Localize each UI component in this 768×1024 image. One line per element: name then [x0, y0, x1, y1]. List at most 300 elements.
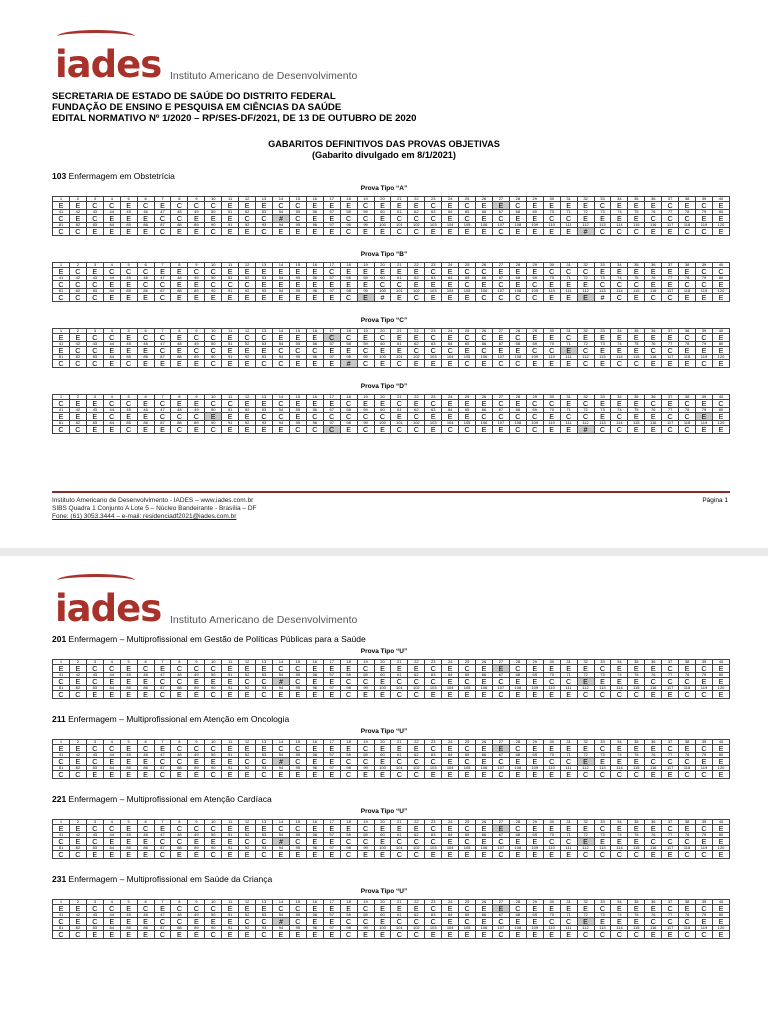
question-number: 38 [679, 900, 696, 905]
answer-cell: C [509, 360, 526, 368]
question-number: 118 [679, 355, 696, 360]
answer-cell: E [340, 825, 357, 833]
answer-cell: C [492, 838, 509, 846]
question-number: 57 [323, 276, 340, 281]
question-number: 74 [611, 753, 628, 758]
question-number: 35 [628, 197, 645, 202]
answer-cell: E [205, 678, 222, 686]
question-number: 19 [357, 197, 374, 202]
answer-cell: E [459, 851, 476, 859]
answer-cell: C [357, 426, 374, 434]
question-number: 108 [509, 766, 526, 771]
question-number: 10 [205, 660, 222, 665]
answer-cell: E [509, 215, 526, 223]
question-number: 120 [712, 355, 729, 360]
question-number: 91 [222, 926, 239, 931]
answer-cell: C [509, 334, 526, 342]
question-number: 19 [357, 263, 374, 268]
question-number: 32 [577, 395, 594, 400]
answer-cell: E [374, 851, 391, 859]
answer-cell: C [645, 294, 662, 302]
question-number: 82 [69, 926, 86, 931]
question-number: 71 [560, 210, 577, 215]
answer-cell: E [154, 202, 171, 210]
question-number: 101 [391, 223, 408, 228]
answer-cell: E [560, 691, 577, 699]
footer-divider [52, 491, 730, 493]
question-number: 107 [492, 926, 509, 931]
answer-cell: C [69, 360, 86, 368]
header-line-1: SECRETARIA DE ESTADO DE SAÚDE DO DISTRITO FEDERAL [52, 91, 336, 102]
answer-cell: C [340, 294, 357, 302]
question-number: 75 [628, 408, 645, 413]
question-number: 27 [492, 197, 509, 202]
question-number: 116 [645, 926, 662, 931]
question-number: 24 [442, 740, 459, 745]
answer-cell: E [103, 838, 120, 846]
answer-cell: E [323, 851, 340, 859]
question-number: 87 [154, 926, 171, 931]
answer-cell: E [53, 334, 70, 342]
answer-cell: C [492, 691, 509, 699]
test-type-label: Prova Tipo “C” [360, 317, 408, 324]
question-number: 74 [611, 833, 628, 838]
answer-cell: C [289, 905, 306, 913]
question-number: 75 [628, 210, 645, 215]
answer-cell: C [391, 360, 408, 368]
question-number: 92 [239, 355, 256, 360]
answer-cell: E [120, 665, 137, 673]
answer-cell: E [442, 665, 459, 673]
answer-cell: E [442, 413, 459, 421]
question-number: 39 [696, 660, 713, 665]
question-number: 9 [188, 329, 205, 334]
answer-cell: E [120, 228, 137, 236]
question-number: 14 [272, 197, 289, 202]
answer-cell: C [594, 281, 611, 289]
answer-cell: E [289, 931, 306, 939]
answer-cell: C [662, 918, 679, 926]
question-number: 18 [340, 740, 357, 745]
answer-cell: E [526, 758, 543, 766]
answer-cell: E [154, 360, 171, 368]
answer-cell: E [492, 347, 509, 355]
question-number: 76 [645, 913, 662, 918]
question-number: 73 [594, 276, 611, 281]
answer-cell: E [357, 228, 374, 236]
question-number: 34 [611, 197, 628, 202]
answer-cell: E [306, 758, 323, 766]
answer-cell: E [577, 281, 594, 289]
question-number: 39 [696, 900, 713, 905]
question-number: 101 [391, 355, 408, 360]
question-number: 64 [442, 753, 459, 758]
question-number: 33 [594, 395, 611, 400]
answer-cell: E [628, 678, 645, 686]
question-number: 87 [154, 289, 171, 294]
question-number: 92 [239, 421, 256, 426]
answer-cell: C [53, 426, 70, 434]
answer-cell: E [289, 400, 306, 408]
answer-cell: C [171, 426, 188, 434]
answer-cell: E [256, 745, 273, 753]
answer-cell: E [340, 202, 357, 210]
answer-cell: C [205, 400, 222, 408]
answer-cell: E [611, 400, 628, 408]
question-number: 61 [391, 753, 408, 758]
question-number: 22 [408, 740, 425, 745]
question-number: 79 [696, 833, 713, 838]
answer-cell: E [239, 665, 256, 673]
answer-cell: C [526, 413, 543, 421]
answer-cell: E [543, 931, 560, 939]
answer-cell: E [69, 838, 86, 846]
answer-cell: E [425, 851, 442, 859]
answer-cell: E [560, 360, 577, 368]
answer-cell: E [543, 202, 560, 210]
answer-cell: E [154, 905, 171, 913]
answer-cell: E [171, 360, 188, 368]
question-number: 105 [459, 355, 476, 360]
answer-cell: C [103, 400, 120, 408]
question-number: 11 [222, 660, 239, 665]
question-number: 99 [357, 355, 374, 360]
answer-cell: C [256, 771, 273, 779]
question-number: 31 [560, 197, 577, 202]
answer-cell: C [188, 347, 205, 355]
answer-cell: C [86, 745, 103, 753]
answer-cell: E [712, 215, 729, 223]
answer-cell: C [662, 413, 679, 421]
question-number: 29 [526, 900, 543, 905]
question-number: 77 [662, 342, 679, 347]
question-number: 41 [53, 276, 70, 281]
answer-cell: C [408, 413, 425, 421]
answer-cell: E [476, 691, 493, 699]
answer-cell: C [205, 665, 222, 673]
answer-cell: E [628, 334, 645, 342]
answer-cell: E [222, 838, 239, 846]
question-number: 63 [425, 342, 442, 347]
answer-cell: E [256, 347, 273, 355]
answer-cell: E [272, 691, 289, 699]
answer-cell: E [120, 691, 137, 699]
answer-cell: C [171, 202, 188, 210]
question-number: 87 [154, 421, 171, 426]
question-number: 13 [256, 395, 273, 400]
question-number: 53 [256, 673, 273, 678]
question-number: 37 [662, 740, 679, 745]
answer-cell: C [425, 838, 442, 846]
question-number: 55 [289, 276, 306, 281]
question-number: 34 [611, 820, 628, 825]
answer-cell: E [103, 360, 120, 368]
answer-cell: C [323, 413, 340, 421]
answer-cell: E [69, 413, 86, 421]
answer-cell: E [560, 281, 577, 289]
answer-cell: C [103, 665, 120, 673]
question-number: 46 [137, 408, 154, 413]
answer-cell: C [628, 691, 645, 699]
question-number: 65 [459, 408, 476, 413]
answer-cell: C [205, 851, 222, 859]
question-number: 4 [103, 900, 120, 905]
question-number: 88 [171, 223, 188, 228]
question-number: 68 [509, 913, 526, 918]
question-number: 35 [628, 329, 645, 334]
question-number: 117 [662, 846, 679, 851]
question-number: 39 [696, 395, 713, 400]
answer-cell: E [374, 215, 391, 223]
answer-cell: C [289, 347, 306, 355]
answer-cell: C [374, 413, 391, 421]
answer-cell: C [560, 215, 577, 223]
answer-cell: C [476, 347, 493, 355]
question-number: 60 [374, 276, 391, 281]
question-number: 99 [357, 421, 374, 426]
answer-cell: C [459, 215, 476, 223]
answer-cell: C [86, 334, 103, 342]
answer-cell: E [171, 268, 188, 276]
question-number: 67 [492, 342, 509, 347]
answer-cell: C [188, 334, 205, 342]
question-number: 19 [357, 329, 374, 334]
question-number: 11 [222, 329, 239, 334]
question-number: 55 [289, 833, 306, 838]
answer-cell: C [442, 347, 459, 355]
question-number: 45 [120, 913, 137, 918]
answer-cell: E [425, 294, 442, 302]
answer-cell: C [492, 400, 509, 408]
answer-cell: E [137, 228, 154, 236]
question-number: 34 [611, 740, 628, 745]
answer-cell: E [645, 360, 662, 368]
answer-cell: C [509, 426, 526, 434]
answer-cell: E [154, 825, 171, 833]
answer-cell: C [543, 678, 560, 686]
question-number: 76 [645, 276, 662, 281]
answer-cell: C [188, 202, 205, 210]
answer-cell: E [272, 334, 289, 342]
question-number: 73 [594, 342, 611, 347]
question-number: 24 [442, 900, 459, 905]
answer-cell: C [340, 413, 357, 421]
answer-cell: E [391, 665, 408, 673]
answer-cell: E [662, 400, 679, 408]
answer-cell: C [103, 745, 120, 753]
answer-cell: C [86, 678, 103, 686]
question-number: 49 [188, 210, 205, 215]
answer-cell: C [357, 665, 374, 673]
answer-cell: E [712, 202, 729, 210]
question-number: 91 [222, 289, 239, 294]
answer-cell: E [171, 691, 188, 699]
question-number: 14 [272, 740, 289, 745]
answer-cell: E [289, 851, 306, 859]
answer-cell: E [696, 838, 713, 846]
question-number: 46 [137, 342, 154, 347]
answer-cell: E [459, 347, 476, 355]
question-number: 115 [628, 926, 645, 931]
question-number: 40 [712, 329, 729, 334]
question-number: 49 [188, 408, 205, 413]
question-number: 52 [239, 276, 256, 281]
answer-cell: E [509, 268, 526, 276]
question-number: 83 [86, 766, 103, 771]
question-number: 70 [543, 210, 560, 215]
answer-cell: C [628, 931, 645, 939]
question-number: 42 [69, 673, 86, 678]
answer-cell: E [459, 413, 476, 421]
question-number: 27 [492, 263, 509, 268]
answer-cell: E [526, 851, 543, 859]
question-number: 12 [239, 900, 256, 905]
answer-cell: E [222, 202, 239, 210]
answer-grid-1 [52, 659, 730, 699]
question-number: 8 [171, 395, 188, 400]
question-number: 7 [154, 820, 171, 825]
answer-cell: E [391, 294, 408, 302]
answer-cell: E [69, 215, 86, 223]
question-number: 54 [272, 342, 289, 347]
question-number: 97 [323, 846, 340, 851]
answer-cell: E [611, 665, 628, 673]
question-number: 32 [577, 820, 594, 825]
question-number: 63 [425, 913, 442, 918]
question-number: 30 [543, 820, 560, 825]
answer-cell: C [272, 400, 289, 408]
answer-cell: E [188, 918, 205, 926]
answer-cell: C [476, 294, 493, 302]
answer-cell: E [188, 758, 205, 766]
answer-cell: C [425, 918, 442, 926]
question-number: 100 [374, 686, 391, 691]
question-number: 114 [611, 766, 628, 771]
answer-cell: C [171, 758, 188, 766]
question-number: 94 [272, 766, 289, 771]
answer-cell: C [205, 426, 222, 434]
answer-cell: E [628, 905, 645, 913]
answer-cell: E [560, 851, 577, 859]
answer-cell: E [205, 758, 222, 766]
question-number: 106 [476, 766, 493, 771]
answer-cell: C [272, 413, 289, 421]
question-number: 93 [256, 289, 273, 294]
question-number: 74 [611, 276, 628, 281]
question-number: 31 [560, 900, 577, 905]
question-number: 57 [323, 342, 340, 347]
answer-cell: C [594, 851, 611, 859]
question-number: 50 [205, 833, 222, 838]
question-number: 44 [103, 342, 120, 347]
answer-cell: E [408, 665, 425, 673]
question-number: 24 [442, 820, 459, 825]
question-number: 57 [323, 753, 340, 758]
answer-cell: E [374, 918, 391, 926]
question-number: 98 [340, 686, 357, 691]
answer-cell: E [696, 426, 713, 434]
answer-cell: E [662, 228, 679, 236]
answer-cell: C [459, 745, 476, 753]
answer-cell: C [594, 771, 611, 779]
answer-cell: E [69, 758, 86, 766]
answer-cell: E [289, 413, 306, 421]
answer-cell: E [611, 202, 628, 210]
question-number: 50 [205, 210, 222, 215]
answer-cell: C [391, 758, 408, 766]
question-number: 72 [577, 673, 594, 678]
answer-cell: C [679, 691, 696, 699]
question-number: 68 [509, 673, 526, 678]
question-number: 15 [289, 740, 306, 745]
footer-line-3: Fone: (61) 3053.3444 – e-mail: residenciadf2021@iades.com.br [52, 513, 237, 520]
question-number: 82 [69, 766, 86, 771]
answer-cell: E [696, 758, 713, 766]
question-number: 114 [611, 289, 628, 294]
answer-cell: C [205, 825, 222, 833]
answer-cell: E [239, 347, 256, 355]
question-number: 62 [408, 673, 425, 678]
question-number: 102 [408, 686, 425, 691]
answer-cell: E [171, 294, 188, 302]
answer-cell: E [543, 281, 560, 289]
question-number: 89 [188, 421, 205, 426]
answer-cell: C [205, 745, 222, 753]
question-number: 56 [306, 833, 323, 838]
answer-cell: E [171, 228, 188, 236]
answer-cell: C [459, 202, 476, 210]
answer-cell: C [662, 825, 679, 833]
question-number: 94 [272, 223, 289, 228]
question-number: 25 [459, 900, 476, 905]
answer-cell: C [560, 334, 577, 342]
answer-cell: C [712, 400, 729, 408]
question-number: 73 [594, 913, 611, 918]
question-number: 10 [205, 329, 222, 334]
question-number: 25 [459, 660, 476, 665]
answer-cell: E [526, 268, 543, 276]
question-number: 114 [611, 421, 628, 426]
question-number: 2 [69, 263, 86, 268]
question-number: 14 [272, 263, 289, 268]
answer-cell: C [188, 825, 205, 833]
answer-cell: C [425, 825, 442, 833]
question-number: 104 [442, 926, 459, 931]
answer-cell: E [357, 281, 374, 289]
answer-cell: E [425, 771, 442, 779]
question-number: 87 [154, 846, 171, 851]
answer-cell: C [696, 268, 713, 276]
question-number: 41 [53, 210, 70, 215]
answer-cell: C [53, 838, 70, 846]
answer-cell: E [662, 931, 679, 939]
question-number: 71 [560, 913, 577, 918]
question-number: 32 [577, 740, 594, 745]
answer-cell: E [323, 665, 340, 673]
question-number: 84 [103, 686, 120, 691]
answer-cell: C [526, 426, 543, 434]
question-number: 106 [476, 223, 493, 228]
question-number: 51 [222, 913, 239, 918]
answer-cell: E [712, 413, 729, 421]
question-number: 71 [560, 342, 577, 347]
answer-cell: C [374, 334, 391, 342]
answer-cell: E [374, 825, 391, 833]
question-number: 47 [154, 913, 171, 918]
question-number: 4 [103, 263, 120, 268]
question-number: 114 [611, 223, 628, 228]
answer-cell: C [696, 771, 713, 779]
